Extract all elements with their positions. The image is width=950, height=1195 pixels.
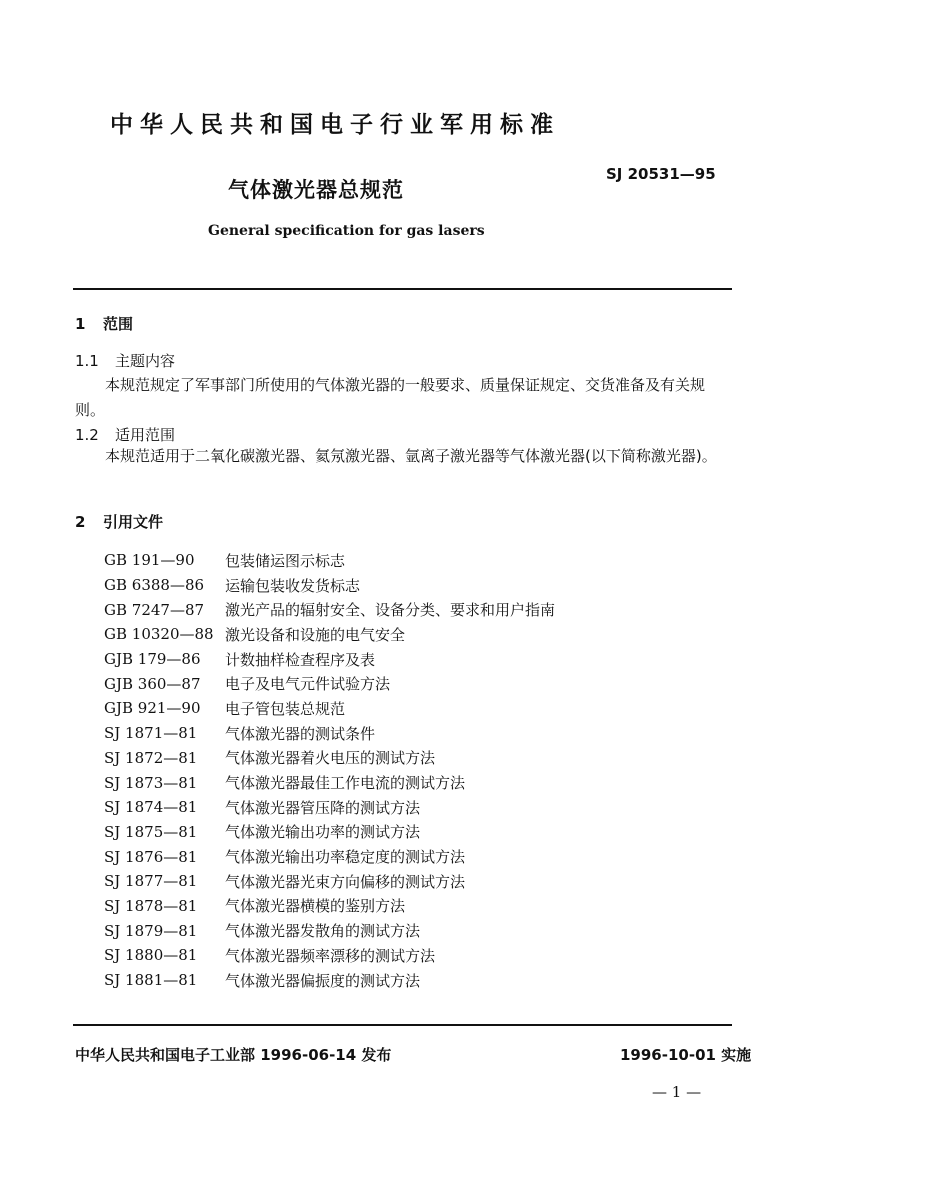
reference-title: 气体激光器横模的鉴别方法 [225,897,406,916]
reference-code: GB 191—90 [104,551,195,570]
reference-code: GB 10320—88 [104,625,214,644]
reference-title: 包装储运图示标志 [225,551,346,570]
reference-code: GB 7247—87 [104,600,205,619]
document-number: SJ 20531—95 [606,165,716,183]
reference-title: 气体激光器最佳工作电流的测试方法 [225,774,466,793]
section-1-heading [75,313,133,334]
reference-code: SJ 1872—81 [104,748,198,767]
reference-code: SJ 1876—81 [104,847,198,866]
effective-date: 1996-10-01 实施 [620,1046,752,1064]
reference-title: 气体激光器光束方向偏移的测试方法 [225,872,466,891]
reference-row [104,548,555,573]
reference-row [104,746,555,771]
reference-code: GJB 921—90 [104,699,201,718]
reference-code: SJ 1880—81 [104,946,198,965]
reference-code: SJ 1877—81 [104,872,198,891]
reference-code: SJ 1878—81 [104,896,198,915]
reference-row [104,844,555,869]
reference-title: 激光产品的辐射安全、设备分类、要求和用户指南 [225,601,556,620]
issue-statement: 中华人民共和国电子工业部 1996-06-14 发布 [75,1046,392,1064]
reference-code: SJ 1881—81 [104,971,198,990]
reference-code: GJB 179—86 [104,650,201,669]
document-title: 气体激光器总规范 [228,178,404,202]
section-1-2-heading [75,424,175,445]
page-number: — 1 — [652,1083,702,1101]
section-number: 2 [75,513,86,531]
reference-title: 电子管包装总规范 [225,699,346,718]
reference-title: 气体激光器着火电压的测试方法 [225,749,436,768]
reference-title: 气体激光器管压降的测试方法 [225,798,421,817]
reference-code: SJ 1879—81 [104,921,198,940]
reference-code: GB 6388—86 [104,576,205,595]
reference-row [104,869,555,894]
section-1-2-text: 本规范适用于二氧化碳激光器、氦氖激光器、氩离子激光器等气体激光器(以下简称激光器)。 [105,447,717,465]
section-1-1-text: 本规范规定了军事部门所使用的气体激光器的一般要求、质量保证规定、交货准备及有关规则。 [75,376,706,419]
section-title: 适用范围 [115,426,176,444]
reference-row [104,770,555,795]
section-1-1-heading [75,350,175,371]
footer-divider [73,1024,732,1026]
section-number: 1.2 [75,426,99,444]
reference-title: 气体激光器偏振度的测试方法 [225,971,421,990]
section-title: 引用文件 [103,513,164,531]
reference-list [104,548,555,992]
reference-row [104,918,555,943]
section-number: 1 [75,315,86,333]
reference-title: 电子及电气元件试验方法 [225,675,391,694]
reference-row [104,696,555,721]
reference-row [104,721,555,746]
reference-title: 运输包装收发货标志 [225,576,361,595]
reference-row [104,820,555,845]
reference-row [104,894,555,919]
reference-row [104,573,555,598]
reference-title: 气体激光器频率漂移的测试方法 [225,946,436,965]
reference-code: GJB 360—87 [104,674,201,693]
document-title-english: General specification for gas lasers [208,223,485,239]
standard-category-title: 中华人民共和国电子行业军用标准 [110,112,560,138]
section-title: 范围 [103,315,134,333]
section-title: 主题内容 [115,352,176,370]
reference-title: 气体激光输出功率的测试方法 [225,823,421,842]
reference-title: 气体激光输出功率稳定度的测试方法 [225,848,466,867]
reference-code: SJ 1874—81 [104,798,198,817]
reference-row [104,795,555,820]
reference-row [104,622,555,647]
reference-row [104,597,555,622]
section-number: 1.1 [75,352,99,370]
reference-row [104,968,555,993]
reference-title: 激光设备和设施的电气安全 [225,625,406,644]
reference-title: 气体激光器的测试条件 [225,724,376,743]
reference-row [104,943,555,968]
reference-title: 气体激光器发散角的测试方法 [225,922,421,941]
reference-row [104,647,555,672]
reference-code: SJ 1875—81 [104,822,198,841]
section-2-heading [75,511,163,532]
header-divider [73,288,732,290]
reference-title: 计数抽样检查程序及表 [225,650,376,669]
reference-code: SJ 1871—81 [104,724,198,743]
reference-row [104,671,555,696]
reference-code: SJ 1873—81 [104,773,198,792]
